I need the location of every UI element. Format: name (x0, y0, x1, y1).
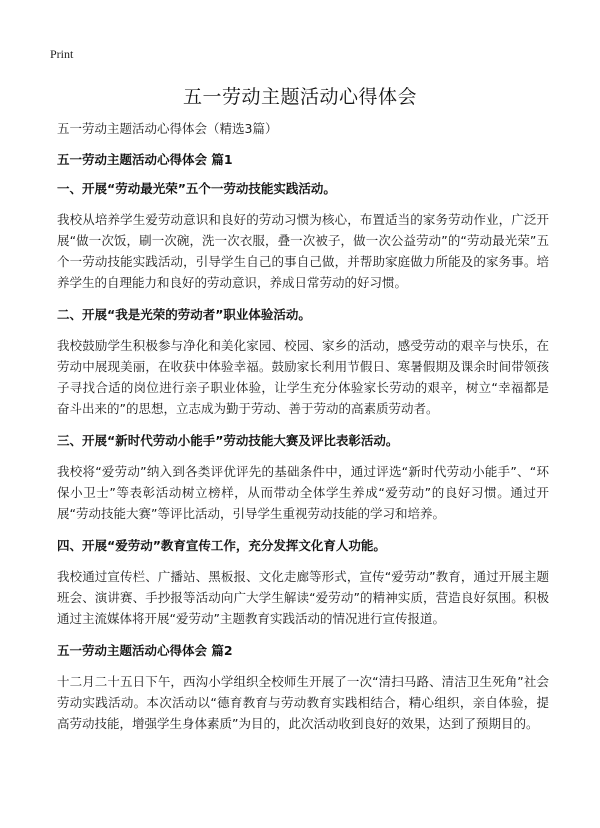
section3-text: 我校将“爱劳动”纳入到各类评优评先的基础条件中，通过评选“新时代劳动小能手”、“环保小卫士”等表彰活动树立榜样，从而带动全体学生养成“爱劳动”的良好习惯。通过开展“劳动技能大赛”等评比活动，引导学生重视劳动技能的学习和培养。 (57, 464, 549, 521)
part2-heading: 五一劳动主题活动心得体会 篇2 (57, 643, 233, 658)
part1-heading: 五一劳动主题活动心得体会 篇1 (57, 152, 233, 167)
section1-heading: 一、开展“劳动最光荣”五个一劳动技能实践活动。 (57, 181, 336, 196)
section3-heading: 三、开展“新时代劳动小能手”劳动技能大赛及评比表彰活动。 (57, 433, 399, 448)
section2-heading: 二、开展“我是光荣的劳动者”职业体验活动。 (57, 307, 311, 322)
part2-text: 十二月二十五日下午，西沟小学组织全校师生开展了一次“清扫马路、清洁卫生死角”社会劳动实践活动。本次活动以“德育教育与劳动教育实践相结合，精心组织，亲自体验，提高劳动技能，增强学生身体素质”为目的，此次活动收到良好的效果，达到了预期目的。 (57, 674, 549, 731)
section4-heading: 四、开展“爱劳动”教育宣传工作，充分发挥文化育人功能。 (57, 538, 386, 553)
section4-text: 我校通过宣传栏、广播站、黑板报、文化走廊等形式，宣传“爱劳动”教育，通过开展主题班会、演讲赛、手抄报等活动向广大学生解读“爱劳动”的精神实质，营造良好氛围。积极通过主流媒体将开展“爱劳动”主题教育实践活动的情况进行宣传报道。 (57, 569, 549, 626)
section1-text: 我校从培养学生爱劳动意识和良好的劳动习惯为核心，布置适当的家务劳动作业，广泛开展“做一次饭，刷一次碗，洗一次衣服，叠一次被子，做一次公益劳动”的“劳动最光荣”五个一劳动技能实践活动，引导学生自己的事自己做，并帮助家庭做力所能及的家务事。培养学生的自理能力和良好的劳动意识，养成日常劳动的好习惯。 (57, 212, 549, 290)
document-body (57, 120, 549, 747)
print-link[interactable]: Print (50, 47, 74, 61)
document-subtitle: 五一劳动主题活动心得体会（精选3篇） (57, 121, 278, 136)
document-title: 五一劳动主题活动心得体会 (182, 86, 417, 108)
section2-text: 我校鼓励学生积极参与净化和美化家园、校园、家乡的活动，感受劳动的艰辛与快乐，在劳动中展现美丽，在收获中体验幸福。鼓励家长利用节假日、寒暑假期及课余时间带领孩子寻找合适的岗位进行亲子职业体验，让学生充分体验家长劳动的艰辛，树立“幸福都是奋斗出来的”的思想，立志成为勤于劳动、善于劳动的高素质劳动者。 (57, 338, 549, 416)
